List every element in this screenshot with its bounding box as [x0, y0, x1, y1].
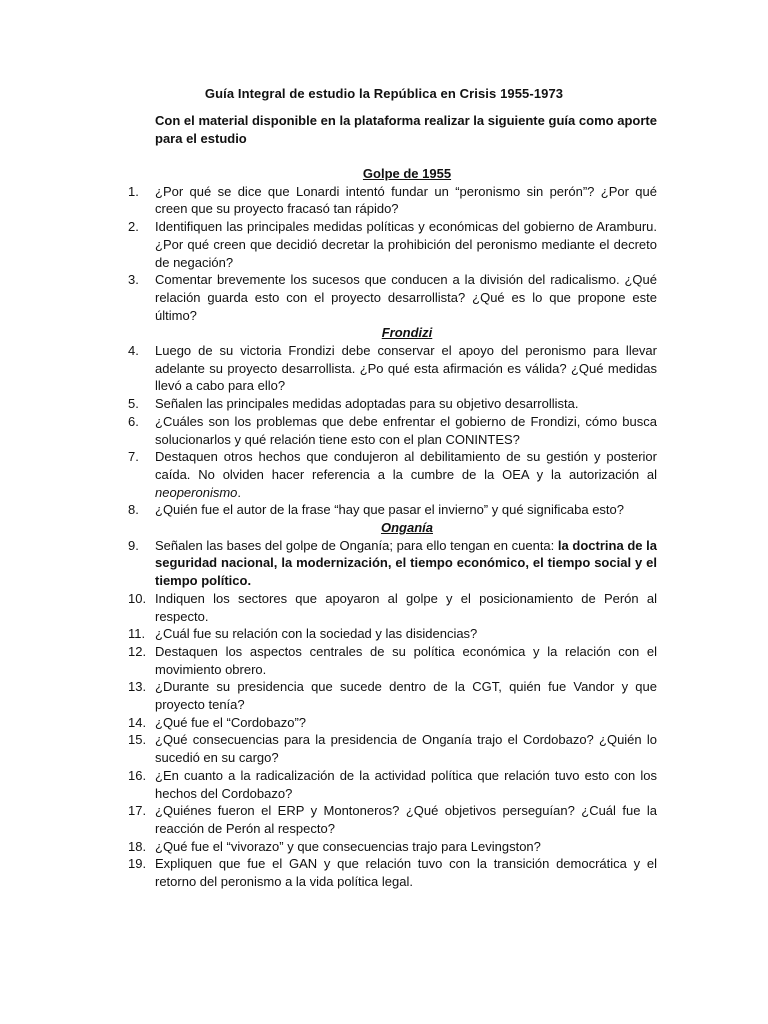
question-text: ¿Cuál fue su relación con la sociedad y las disidencias?	[155, 626, 478, 642]
question-text: Comentar brevemente los sucesos que conducen a la división del radicalismo. ¿Qué relación guarda esto con el proyecto desarrollista? ¿Qué es lo que propone este último?	[155, 272, 657, 323]
section-heading-frondizi: Frondizi	[381, 325, 433, 341]
question-item	[128, 395, 658, 413]
question-number: 18.	[128, 838, 147, 854]
question-text: ¿Qué consecuencias para la presidencia de Onganía trajo el Cordobazo? ¿Quién lo sucedió en su cargo?	[155, 732, 657, 766]
question-number: 8.	[128, 502, 139, 518]
question-item	[128, 855, 658, 890]
question-item	[128, 731, 658, 766]
question-text: Destaquen los aspectos centrales de su política económica y la relación con el movimiento obrero.	[155, 643, 657, 677]
question-item	[128, 218, 658, 271]
document-intro: Con el material disponible en la plataforma realizar la siguiente guía como aporte para el estudio	[155, 113, 657, 146]
question-number: 5.	[128, 396, 139, 412]
question-number: 19.	[128, 856, 147, 872]
question-number: 17.	[128, 803, 147, 819]
question-number: 1.	[128, 183, 139, 199]
question-item	[128, 501, 658, 519]
question-number: 9.	[128, 537, 139, 553]
question-list	[128, 165, 658, 891]
section-heading-golpe-1955: Golpe de 1955	[362, 166, 452, 181]
question-item	[128, 714, 658, 732]
question-text: Identifiquen las principales medidas políticas y económicas del gobierno de Aramburu. ¿Por qué creen que decidió decretar la prohibición del peronismo mediante el decreto de negación?	[155, 219, 657, 270]
question-item	[128, 643, 658, 678]
question-text: Expliquen que fue el GAN y que relación tuvo con la transición democrática y el retorno del peronismo a la vida política legal.	[155, 856, 657, 890]
question-text-end: .	[237, 484, 242, 500]
question-text: ¿Quién fue el autor de la frase “hay que pasar el invierno” y qué significaba esto?	[155, 502, 624, 518]
question-text: Señalen las principales medidas adoptadas para su objetivo desarrollista.	[155, 396, 579, 412]
question-number: 7.	[128, 449, 139, 465]
question-number: 15.	[128, 732, 147, 748]
question-number: 6.	[128, 413, 139, 429]
question-item	[128, 802, 658, 837]
question-item	[128, 625, 658, 643]
question-item	[128, 413, 658, 448]
question-number: 13.	[128, 679, 147, 695]
question-item	[128, 271, 658, 324]
question-item	[128, 448, 658, 501]
question-number: 10.	[128, 590, 147, 606]
question-number: 4.	[128, 343, 139, 358]
question-text: ¿Quiénes fueron el ERP y Montoneros? ¿Qué objetivos perseguían? ¿Cuál fue la reacción de Perón al respecto?	[155, 803, 657, 836]
question-number: 12.	[128, 643, 147, 659]
question-text: ¿Por qué se dice que Lonardi intentó fundar un “peronismo sin perón”? ¿Por qué creen que su proyecto fracasó tan rápido?	[155, 183, 657, 217]
question-number: 2.	[128, 219, 139, 235]
section-heading-ongania: Onganía	[380, 520, 433, 536]
question-text: ¿Qué fue el “vivorazo” y que consecuencias trajo para Levingston?	[155, 838, 541, 854]
question-number: 3.	[128, 272, 139, 288]
question-text	[155, 537, 657, 590]
question-text-main: Señalen las bases del golpe de Onganía; para ello tengan en cuenta:	[155, 537, 558, 553]
question-text-main: Destaquen otros hechos que condujeron al debilitamiento de su gestión y posterior caída. No olviden hacer referencia a la cumbre de la OEA y la autorización al	[155, 449, 657, 482]
question-item	[128, 537, 658, 590]
question-item	[128, 590, 658, 625]
question-text-emphasis: neoperonismo	[155, 484, 238, 500]
question-item	[128, 767, 658, 802]
question-item	[128, 183, 658, 218]
question-number: 14.	[128, 714, 147, 730]
question-number: 16.	[128, 767, 147, 783]
question-text	[155, 448, 657, 501]
question-text: ¿Durante su presidencia que sucede dentro de la CGT, quién fue Vandor y que proyecto tenía?	[155, 679, 657, 713]
question-text-strong: la doctrina de la seguridad nacional, la modernización, el tiempo económico, el tiempo social y el tiempo político.	[155, 537, 657, 589]
question-item	[128, 678, 658, 713]
question-text: ¿Cuáles son los problemas que debe enfrentar el gobierno de Frondizi, cómo busca solucionarlos y qué relación tiene esto con el plan CONINTES?	[155, 413, 657, 447]
question-number: 11.	[128, 626, 146, 642]
question-text: ¿Qué fue el “Cordobazo”?	[155, 714, 307, 730]
question-text: Luego de su victoria Frondizi debe conservar el apoyo del peronismo para llevar adelante su proyecto desarrollista. ¿Po qué esta afirmación es válida? ¿Qué medidas llevó a cabo para ello?	[155, 343, 657, 394]
question-item	[128, 838, 658, 856]
question-item	[128, 342, 658, 395]
document-title: Guía Integral de estudio la República en Crisis 1955-1973	[204, 86, 564, 101]
question-text: ¿En cuanto a la radicalización de la actividad política que relación tuvo esto con los hechos del Cordobazo?	[155, 767, 657, 801]
question-text: Indiquen los sectores que apoyaron al golpe y el posicionamiento de Perón al respecto.	[155, 590, 657, 624]
